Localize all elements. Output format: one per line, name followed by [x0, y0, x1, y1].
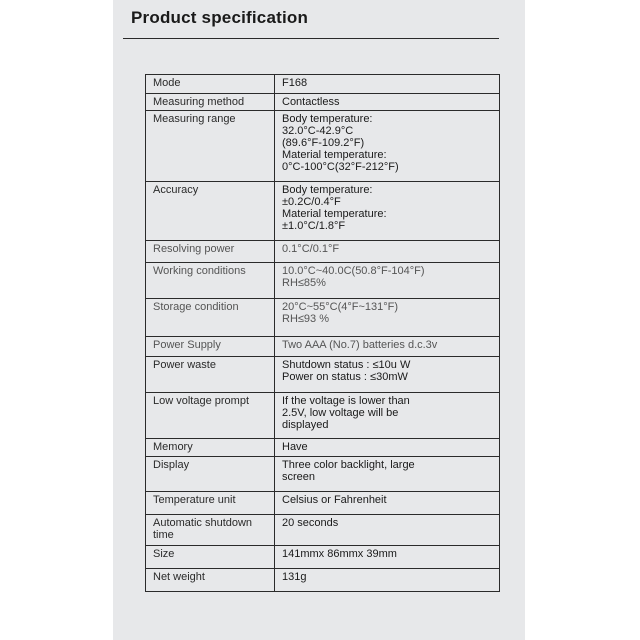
param-accuracy: Accuracy: [146, 182, 275, 241]
table-row: [146, 546, 500, 569]
value-storage-condition: 20°C~55°C(4°F~131°F) RH≤93 %: [275, 299, 500, 337]
table-row: [146, 182, 500, 241]
value-memory: Have: [275, 439, 500, 457]
table-row: [146, 299, 500, 337]
value-power-waste: Shutdown status : ≤10u W Power on status : ≤30mW: [275, 357, 500, 393]
param-automatic-shutdown-time: Automatic shutdown time: [146, 515, 275, 546]
value-display: Three color backlight, large screen: [275, 457, 500, 492]
table-row: [146, 439, 500, 457]
title-divider: [123, 38, 499, 39]
value-resolving-power: 0.1°C/0.1°F: [275, 241, 500, 263]
param-storage-condition: Storage condition: [146, 299, 275, 337]
table-row: [146, 263, 500, 299]
value-size: 141mmx 86mmx 39mm: [275, 546, 500, 569]
param-display: Display: [146, 457, 275, 492]
param-temperature-unit: Temperature unit: [146, 492, 275, 515]
param-power-waste: Power waste: [146, 357, 275, 393]
table-row: [146, 241, 500, 263]
param-power-supply: Power Supply: [146, 337, 275, 357]
param-working-conditions: Working conditions: [146, 263, 275, 299]
param-size: Size: [146, 546, 275, 569]
table-row: [146, 515, 500, 546]
spec-table: [145, 74, 500, 592]
value-mode: F168: [275, 75, 500, 94]
param-net-weight: Net weight: [146, 569, 275, 592]
table-row: [146, 94, 500, 111]
table-row: [146, 337, 500, 357]
value-low-voltage-prompt: If the voltage is lower than 2.5V, low voltage will be displayed: [275, 393, 500, 439]
param-mode: Mode: [146, 75, 275, 94]
param-memory: Memory: [146, 439, 275, 457]
table-row: [146, 393, 500, 439]
table-row: [146, 492, 500, 515]
table-row: [146, 75, 500, 94]
param-resolving-power: Resolving power: [146, 241, 275, 263]
value-temperature-unit: Celsius or Fahrenheit: [275, 492, 500, 515]
table-row: [146, 457, 500, 492]
param-low-voltage-prompt: Low voltage prompt: [146, 393, 275, 439]
value-accuracy: Body temperature: ±0.2C/0.4°F Material temperature: ±1.0°C/1.8°F: [275, 182, 500, 241]
value-net-weight: 131g: [275, 569, 500, 592]
param-measuring-range: Measuring range: [146, 111, 275, 182]
param-measuring-method: Measuring method: [146, 94, 275, 111]
table-row: [146, 569, 500, 592]
table-row: [146, 357, 500, 393]
page-title: Product specification: [131, 8, 309, 27]
value-power-supply: Two AAA (No.7) batteries d.c.3v: [275, 337, 500, 357]
value-measuring-method: Contactless: [275, 94, 500, 111]
spec-sheet: [113, 0, 525, 640]
value-working-conditions: 10.0°C~40.0C(50.8°F-104°F) RH≤85%: [275, 263, 500, 299]
value-measuring-range: Body temperature: 32.0°C-42.9°C (89.6°F-109.2°F) Material temperature: 0°C-100°C(32°F-212°F): [275, 111, 500, 182]
table-row: [146, 111, 500, 182]
value-automatic-shutdown-time: 20 seconds: [275, 515, 500, 546]
